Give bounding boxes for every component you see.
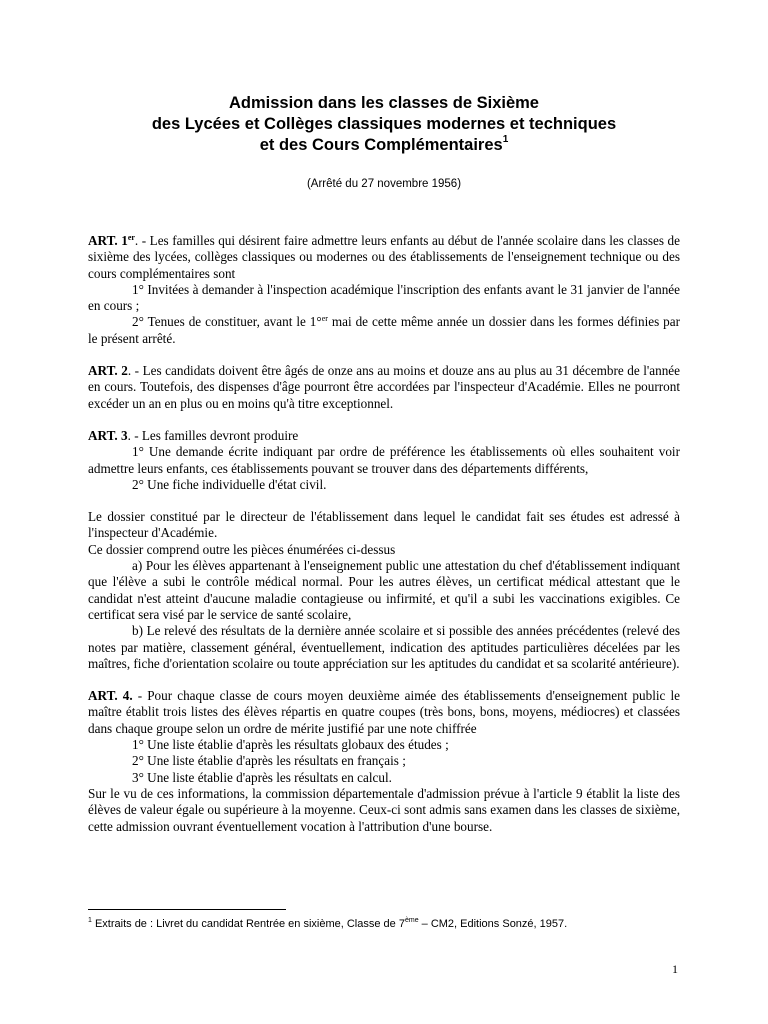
art3-intro bbox=[88, 428, 680, 444]
art2-text: . - Les candidats doivent être âgés de onze ans au moins et douze ans au plus au 31 décembre de l'année en cours. Toutefois, des dispenses d'âge pourront être accordées par l'inspecteur d'Académie. Elles ne pourront excéder un an en plus ou en moins qu'à titre exceptionnel. bbox=[88, 363, 680, 411]
paragraph-spacer bbox=[88, 672, 680, 688]
art4-item-1: 1° Une liste établie d'après les résultats globaux des études ; bbox=[132, 737, 449, 753]
art4-item-3: 3° Une liste établie d'après les résultats en calcul. bbox=[132, 769, 392, 785]
title-line-1: Admission dans les classes de Sixième bbox=[229, 94, 539, 112]
art1-item-2 bbox=[88, 314, 680, 347]
art1-item-1: 1° Invitées à demander à l'inspection académique l'inscription des enfants avant le 31 janvier de l'année en cours ; bbox=[88, 281, 680, 314]
art4-intro bbox=[88, 688, 680, 737]
footnote-marker: 1 bbox=[88, 917, 92, 924]
art1-label-text: ART. 1 bbox=[88, 233, 128, 248]
art3-intro-text: . - Les familles devront produire bbox=[127, 427, 299, 443]
art2-paragraph bbox=[88, 363, 680, 412]
art3-item-b: b) Le relevé des résultats de la dernière année scolaire et si possible des années précédentes (relevé des notes par matière, classement général, éventuellement, indication des aptitudes particulières décelées par les maîtres, fiche d'orientation scolaire ou toute appréciation sur les aptitudes du candidat et sa scolarité antérieure). bbox=[88, 623, 680, 671]
document-body bbox=[88, 233, 680, 835]
art4-conclusion: Sur le vu de ces informations, la commission départementale d'admission prévue à l'article 9 établit la liste des élèves de valeur égale ou supérieure à la moyenne. Ceux-ci sont admis sans examen dans les classes de sixième, cette admission ouvrant éventuellement vocation à l'attribution d'une bourse. bbox=[88, 785, 680, 834]
art4-intro-text: - Pour chaque classe de cours moyen deuxième aimée des établissements d'enseignement public le maître établit trois listes des élèves répartis en quatre coupes (très bons, bons, moyens, médiocres) et classées dans chaque groupe selon un ordre de mérite justifié par une note chiffrée bbox=[88, 688, 680, 736]
art3-item-2: 2° Une fiche individuelle d'état civil. bbox=[132, 476, 327, 492]
title-footnote-ref[interactable]: 1 bbox=[502, 134, 509, 145]
art4-item-2: 2° Une liste établie d'après les résultats en français ; bbox=[132, 753, 406, 769]
footnote-text-before: Extraits de : Livret du candidat Rentrée en sixième, Classe de 7 bbox=[91, 918, 405, 930]
title-line-3-text: et des Cours Complémentaires bbox=[259, 136, 503, 154]
footnote bbox=[88, 917, 688, 931]
art1-item-2-sup: er bbox=[321, 314, 328, 324]
paragraph-spacer bbox=[88, 347, 680, 363]
art1-label bbox=[88, 233, 135, 248]
title-line-3 bbox=[0, 135, 768, 156]
art3-item-1: 1° Une demande écrite indiquant par ordre de préférence les établissements où elles souhaitent voir admettre leurs enfants, ces établissements pouvant se trouver dans des départements différents, bbox=[88, 444, 680, 476]
title-line-2: des Lycées et Collèges classiques modernes et techniques bbox=[151, 115, 617, 133]
art1-item-2-before: 2° Tenues de constituer, avant le 1° bbox=[132, 314, 322, 330]
footnote-sup: ème bbox=[404, 917, 419, 924]
document-title bbox=[0, 93, 768, 156]
paragraph-spacer bbox=[88, 493, 680, 509]
art1-label-sup: er bbox=[127, 233, 135, 242]
art4-label: ART. 4. bbox=[88, 688, 133, 704]
document-subtitle: (Arrêté du 27 novembre 1956) bbox=[306, 178, 462, 190]
art1-intro bbox=[88, 233, 680, 282]
footnote-divider bbox=[88, 909, 286, 910]
art3-dossier-2: Ce dossier comprend outre les pièces énumérées ci-dessus bbox=[88, 541, 396, 557]
art2-label: ART. 2 bbox=[88, 363, 128, 379]
art1-intro-text: . - Les familles qui désirent faire admettre leurs enfants au début de l'année scolaire dans les classes de sixième des lycées, collèges classiques ou modernes ou des établissements de l'enseignement technique ou des cours complémentaires sont bbox=[88, 233, 680, 281]
paragraph-spacer bbox=[88, 412, 680, 428]
footnote-text-after: – CM2, Editions Sonzé, 1957. bbox=[418, 918, 568, 930]
page-number: 1 bbox=[672, 962, 678, 976]
art1-item-2-after: mai de cette même année un dossier dans les formes définies par le présent arrêté. bbox=[88, 314, 681, 346]
art3-label: ART. 3 bbox=[88, 427, 128, 443]
art3-dossier-1: Le dossier constitué par le directeur de l'établissement dans lequel le candidat fait ses études est adressé à l'inspecteur d'Académie. bbox=[88, 509, 680, 541]
art3-item-a: a) Pour les élèves appartenant à l'enseignement public une attestation du chef d'établissement indiquant que l'élève a subi le contrôle médical normal. Pour les autres élèves, un certificat médical attestant que le candidat n'est atteint d'aucune maladie contagieuse ou infirmité, et qu'il a subi les vaccinations exigibles. Ce certificat sera visé par le service de santé scolaire, bbox=[88, 558, 680, 622]
